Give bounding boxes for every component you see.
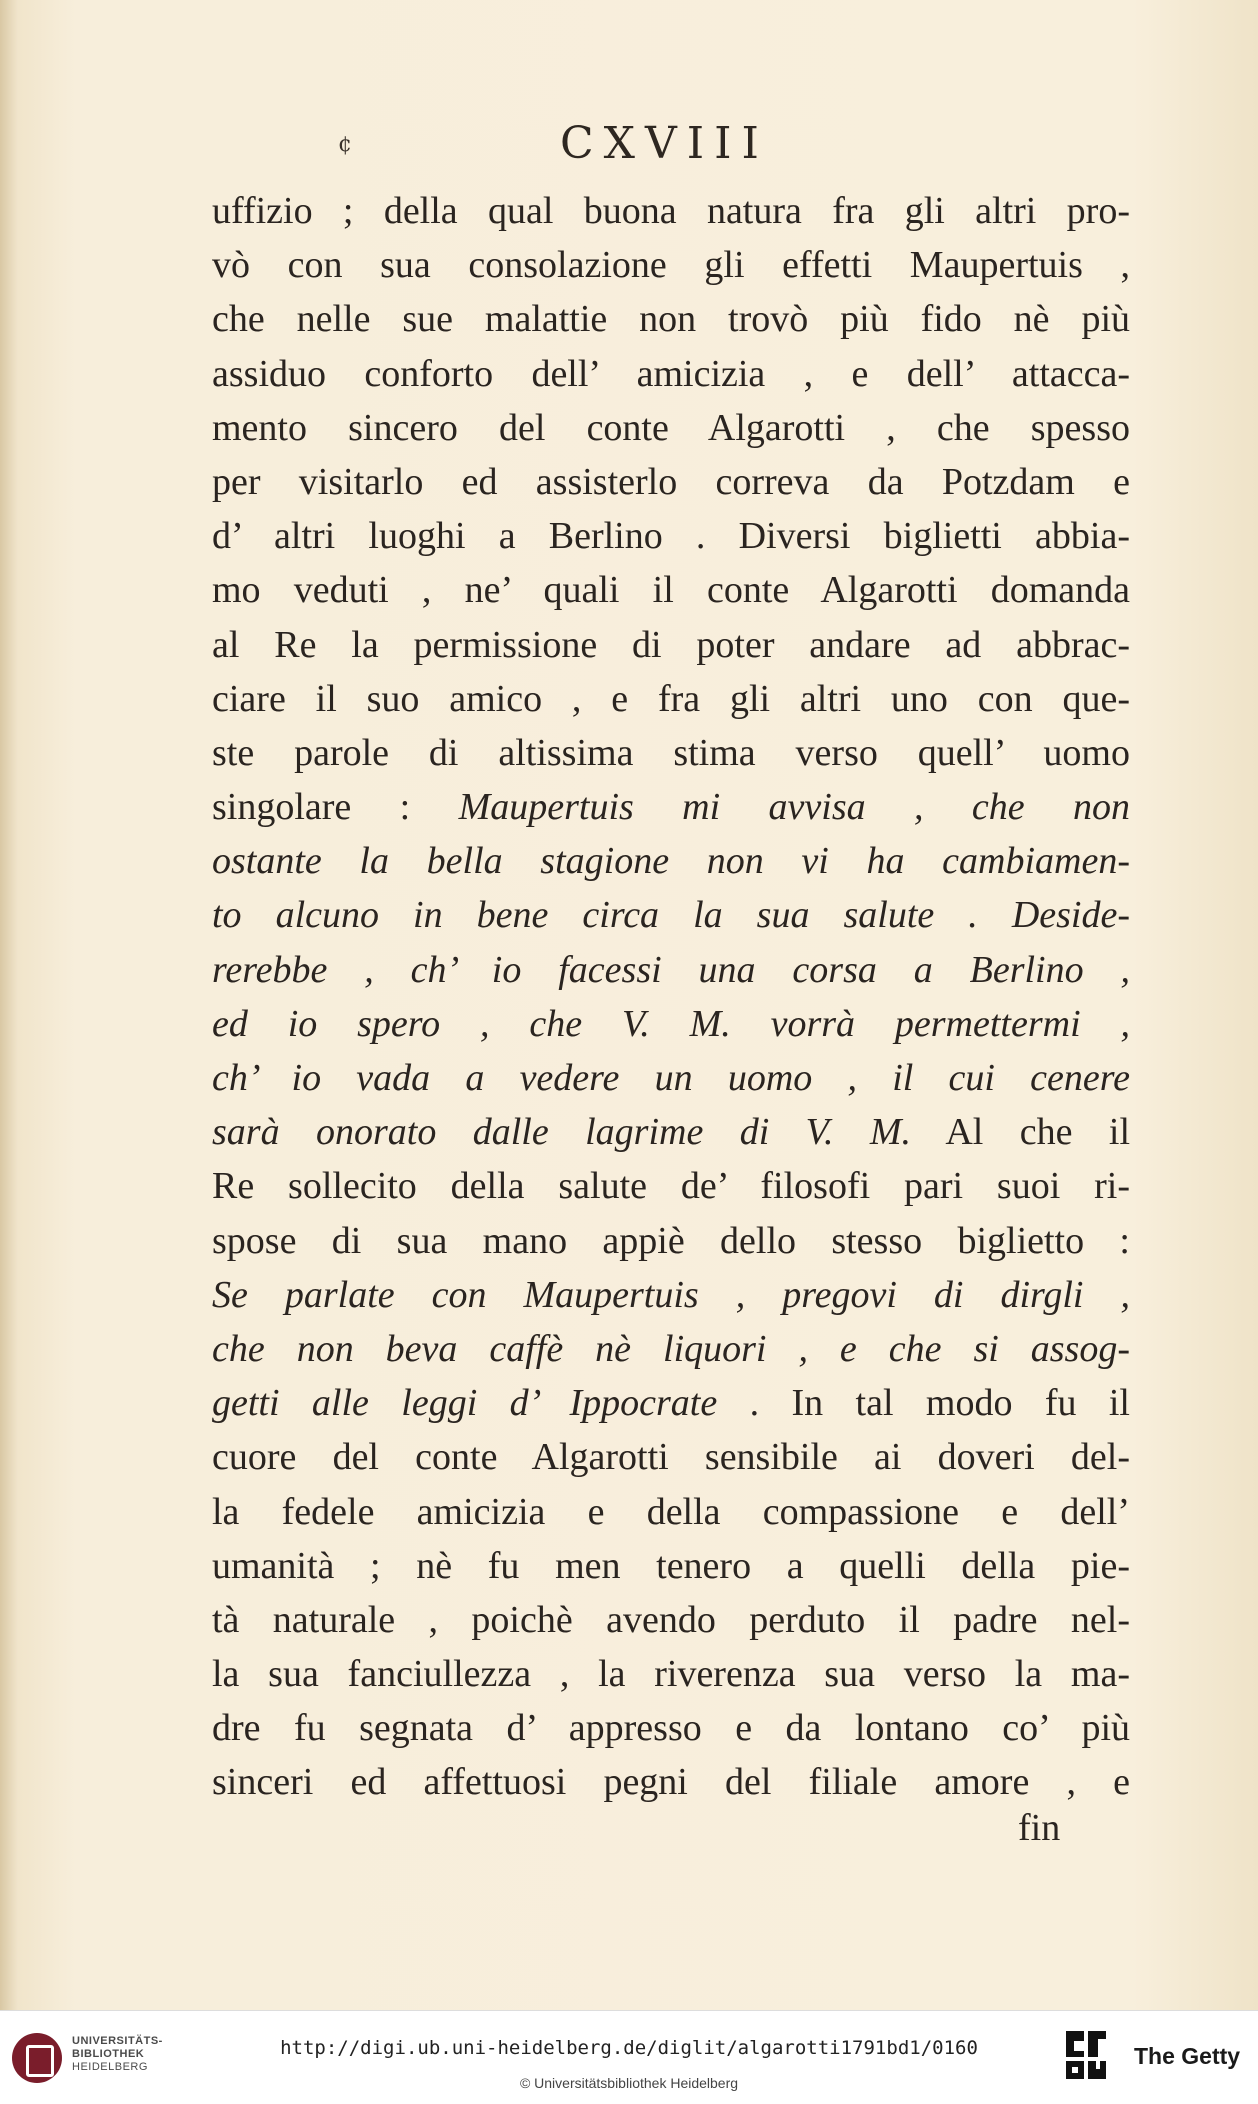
- text-line: [212, 455, 1130, 509]
- text-line: [212, 509, 1130, 563]
- text-line: [212, 780, 1130, 834]
- copyright-notice: © Universitätsbibliothek Heidelberg: [519, 2075, 739, 2091]
- text-line: [212, 1593, 1130, 1647]
- text-span: uffizio ; della qual buona natura fra gli altri pro-: [212, 190, 1130, 232]
- text-line: [212, 997, 1130, 1051]
- text-line: [212, 1755, 1130, 1809]
- text-span: mento sincero del conte Algarotti , che spesso: [212, 406, 1130, 449]
- footer-bar: [0, 2010, 1258, 2104]
- text-span: umanità ; nè fu men tenero a quelli della pie-: [212, 1544, 1130, 1587]
- text-span: . In tal modo fu il: [717, 1382, 1130, 1425]
- header-mark: ¢: [338, 132, 352, 157]
- permalink-url[interactable]: http://digi.ub.uni-heidelberg.de/diglit/algarotti1791bd1/0160: [280, 2037, 978, 2059]
- text-span: cuore del conte Algarotti sensibile ai doveri del-: [212, 1436, 1130, 1479]
- text-line: [212, 1159, 1130, 1213]
- italic-quotation: ostante la bella stagione non vi ha cambiamen-: [212, 840, 1130, 883]
- text-span: la fedele amicizia e della compassione e dell’: [212, 1490, 1130, 1533]
- text-line: [212, 1051, 1130, 1105]
- text-line: [212, 1701, 1130, 1755]
- text-span: dre fu segnata d’ appresso e da lontano co’ più: [212, 1707, 1130, 1750]
- text-span: assiduo conforto dell’ amicizia , e dell’ attacca-: [212, 352, 1130, 395]
- text-line: [212, 347, 1130, 401]
- text-span: tà naturale , poichè avendo perduto il padre nel-: [212, 1598, 1130, 1641]
- italic-quotation: rerebbe , ch’ io facessi una corsa a Berlino ,: [212, 948, 1130, 991]
- text-span: ste parole di altissima stima verso quell’ uomo: [212, 731, 1130, 774]
- text-line: [212, 1105, 1130, 1159]
- text-line: [212, 1214, 1130, 1268]
- text-span: sinceri ed affettuosi pegni del filiale amore , e: [212, 1761, 1130, 1804]
- italic-quotation: sarà onorato dalle lagrime di V. M.: [212, 1111, 912, 1154]
- text-span: la sua fanciullezza , la riverenza sua verso la ma-: [212, 1653, 1130, 1696]
- body-text: [212, 184, 1130, 1810]
- catchword: fin: [1018, 1807, 1061, 1849]
- text-span: singolare :: [212, 786, 459, 829]
- italic-quotation: to alcuno in bene circa la sua salute . Deside-: [212, 894, 1130, 937]
- text-line: [212, 834, 1130, 888]
- text-line: [212, 401, 1130, 455]
- text-span: Re sollecito della salute de’ filosofi pari suoi ri-: [212, 1165, 1130, 1208]
- italic-quotation: Se parlate con Maupertuis , pregovi di dirgli ,: [212, 1273, 1130, 1316]
- text-span: vò con sua consolazione gli effetti Maupertuis ,: [212, 244, 1130, 287]
- italic-quotation: Maupertuis mi avvisa , che non: [458, 786, 1130, 829]
- text-line: [212, 563, 1130, 617]
- text-line: [212, 1485, 1130, 1539]
- text-span: Al che il: [911, 1111, 1130, 1154]
- text-span: che nelle sue malattie non trovò più fido nè più: [212, 298, 1130, 341]
- italic-quotation: getti alle leggi d’ Ippocrate: [212, 1382, 718, 1425]
- text-line: [212, 1268, 1130, 1322]
- getty-name[interactable]: The Getty: [1134, 2043, 1241, 2069]
- text-line: [212, 618, 1130, 672]
- text-span: d’ altri luoghi a Berlino . Diversi biglietti abbia-: [212, 515, 1130, 558]
- text-span: per visitarlo ed assisterlo correva da Potzdam e: [212, 460, 1130, 503]
- text-line: [212, 1647, 1130, 1701]
- text-line: [212, 1376, 1130, 1430]
- page-number-header: CXVIII: [560, 118, 769, 169]
- italic-quotation: che non beva caffè nè liquori , e che si assog-: [212, 1327, 1130, 1370]
- text-line: [212, 1430, 1130, 1484]
- text-line: [212, 1539, 1130, 1593]
- text-line: [212, 726, 1130, 780]
- italic-quotation: ch’ io vada a vedere un uomo , il cui cenere: [212, 1057, 1130, 1099]
- text-span: spose di sua mano appiè dello stesso biglietto :: [212, 1219, 1130, 1262]
- text-line: [212, 292, 1130, 346]
- university-library-name[interactable]: UNIVERSITÄTS- BIBLIOTHEK HEIDELBERG: [72, 2035, 163, 2073]
- text-line: [212, 943, 1130, 997]
- page-edge: [0, 0, 18, 2010]
- text-span: mo veduti , ne’ quali il conte Algarotti domanda: [212, 569, 1130, 612]
- text-span: ciare il suo amico , e fra gli altri uno con que-: [212, 677, 1130, 720]
- text-span: al Re la permissione di poter andare ad abbrac-: [212, 623, 1130, 666]
- text-line: [212, 238, 1130, 292]
- text-line: [212, 1322, 1130, 1376]
- italic-quotation: ed io spero , che V. M. vorrà permettermi ,: [212, 1002, 1130, 1045]
- text-line: [212, 888, 1130, 942]
- text-line: [212, 672, 1130, 726]
- getty-logo-icon[interactable]: [1060, 2027, 1112, 2083]
- text-line: [212, 184, 1130, 238]
